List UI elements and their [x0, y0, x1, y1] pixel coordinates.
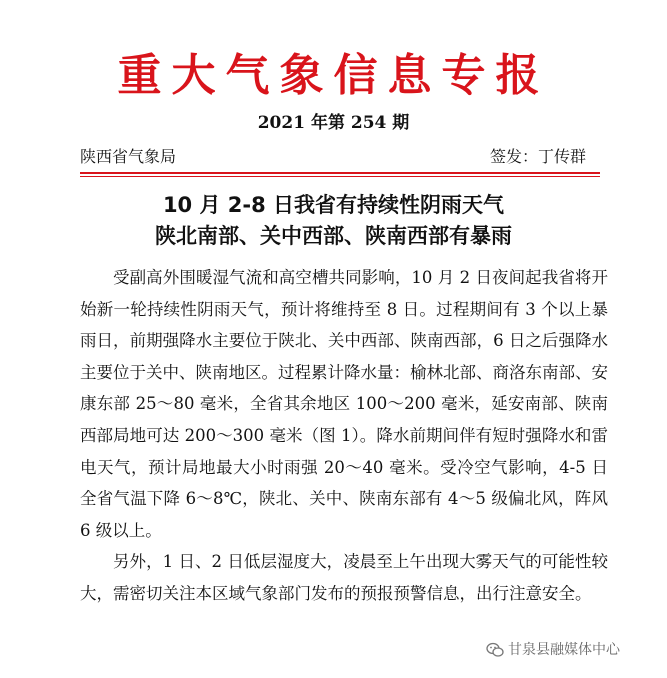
issuer-row: [80, 146, 600, 170]
headline-line-1: 10 月 2-8 日我省有持续性阴雨天气: [162, 193, 505, 217]
issuer-name: 陕西省气象局: [80, 147, 177, 166]
headline-line-2: 陕北南部、关中西部、陕南西部有暴雨: [155, 224, 512, 248]
header-divider-thin: [80, 176, 600, 177]
source-watermark: [486, 638, 620, 662]
body-paragraph-1: 受副高外围暖湿气流和高空槽共同影响，10 月 2 日夜间起我省将开始新一轮持续性阴雨天气，预计将维持至 8 日。过程期间有 3 个以上暴雨日，前期强降水主要位于陕北、关中西部、陕南西部，6 日之后强降水主要位于关中、陕南地区。过程累计降水量：榆林北部、商洛东南部、安康东部 25～80 毫米，全省其余地区 100～200 毫米，延安南部、陕南西部局地可达 200～300 毫米（图 1）。降水前期间伴有短时强降水和雷电天气，预计局地最大小时雨强 20～40 毫米。受冷空气影响，4-5 日全省气温下降 6～8℃，陕北、关中、陕南东部有 4～5 级偏北风，阵风 6 级以上。: [80, 268, 608, 540]
bulletin-body: [80, 262, 608, 610]
watermark-text: 甘泉县融媒体中心: [508, 642, 620, 658]
header-divider-thick: [80, 172, 600, 174]
wechat-icon: [486, 642, 504, 658]
signer-name: 签发：丁传群: [489, 147, 586, 166]
bulletin-title: 重大气象信息专报: [117, 50, 550, 101]
body-paragraph-2: 另外，1 日、2 日低层湿度大，凌晨至上午出现大雾天气的可能性较大，需密切关注本区域气象部门发布的预报预警信息，出行注意安全。: [80, 552, 608, 603]
issue-number: 2021 年第 254 期: [257, 113, 410, 133]
